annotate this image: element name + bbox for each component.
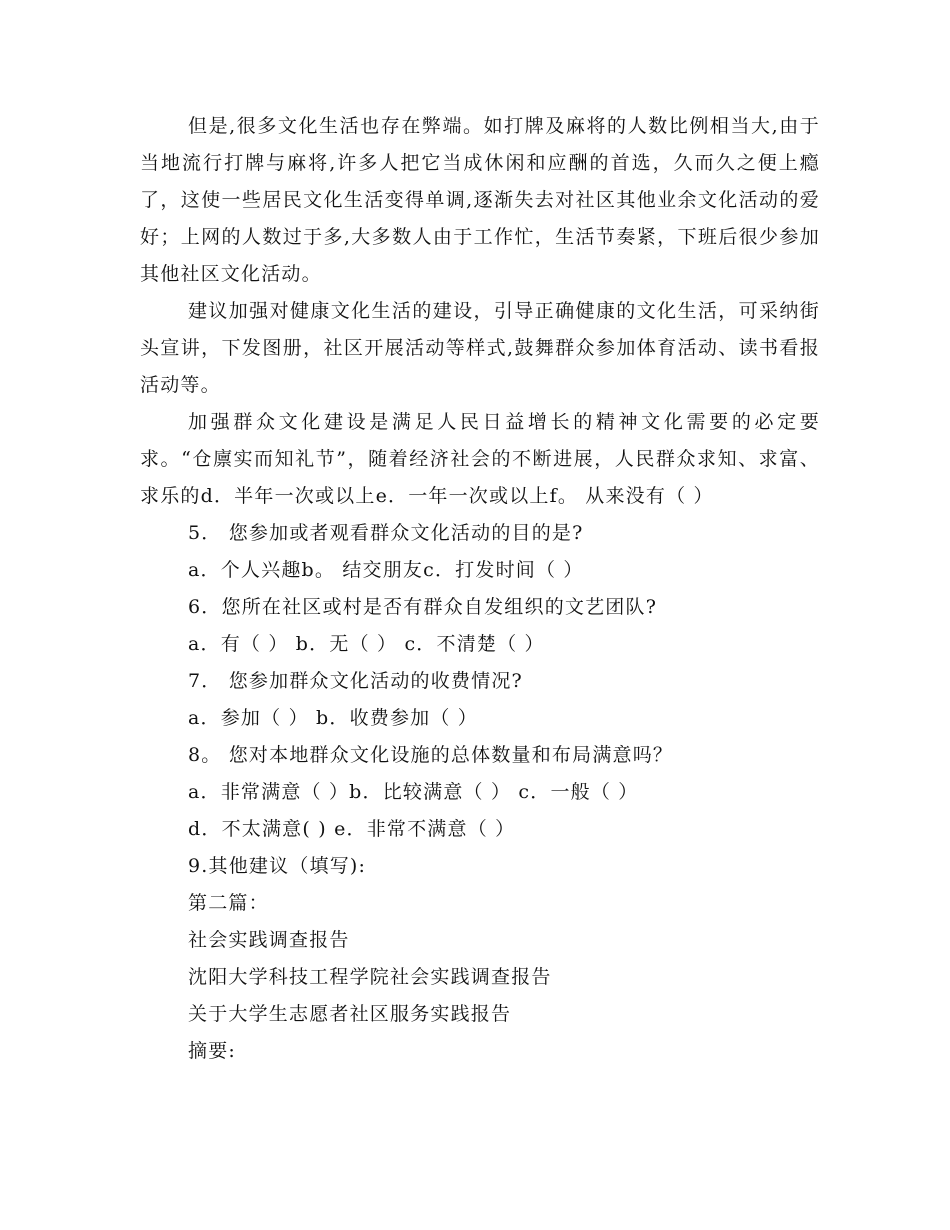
question-5-options: a．个人兴趣b。 结交朋友c．打发时间（ ） — [188, 559, 584, 581]
paragraph-suggestion: 建议加强对健康文化生活的建设，引导正确健康的文化生活，可采纳街头宣讲，下发图册，社区开展活动等样式,鼓舞群众参加体育活动、读书看报活动等。 — [140, 300, 820, 396]
paragraph-culture-building: 加强群众文化建设是满足人民日益增长的精神文化需要的必定要求。“仓廪实而知礼节”，随着经济社会的不断进展，人民群众求知、求富、求乐的d．半年一次或以上e．一年一次或以上f。 从来没有（ ） — [140, 411, 820, 507]
question-8-options-1: a．非常满意（ ）b．比较满意（ ） c．一般（ ） — [188, 781, 639, 803]
report-topic: 关于大学生志愿者社区服务实践报告 — [188, 1003, 512, 1025]
question-6-options: a．有（ ） b．无（ ） c．不清楚（ ） — [188, 633, 545, 655]
abstract-label: 摘要: — [188, 1040, 237, 1062]
question-9: 9.其他建议（填写): — [188, 855, 367, 877]
question-8-options-2: d．不太满意( ) e．非常不满意（ ） — [188, 818, 516, 840]
question-7-options: a．参加（ ） b．收费参加（ ） — [188, 707, 479, 729]
paragraph-drawbacks: 但是,很多文化生活也存在弊端。如打牌及麻将的人数比例相当大,由于当地流行打牌与麻将,许多人把它当成休闲和应酬的首选，久而久之便上瘾了，这使一些居民文化生活变得单调,逐渐失去对社区其他业余文化活动的爱好；上网的人数过于多,大多数人由于工作忙，生活节奏紧，下班后很少参加其他社区文化活动。 — [140, 115, 820, 285]
question-7: 7． 您参加群众文化活动的收费情况? — [188, 670, 523, 692]
document-body — [140, 108, 820, 1070]
report-subtitle: 沈阳大学科技工程学院社会实践调查报告 — [188, 966, 552, 988]
section-heading: 第二篇： — [188, 892, 269, 914]
question-5: 5． 您参加或者观看群众文化活动的目的是? — [188, 522, 584, 544]
question-8: 8。 您对本地群众文化设施的总体数量和布局满意吗？ — [188, 744, 674, 766]
report-title: 社会实践调查报告 — [188, 929, 350, 951]
question-6: 6．您所在社区或村是否有群众自发组织的文艺团队? — [188, 596, 658, 618]
